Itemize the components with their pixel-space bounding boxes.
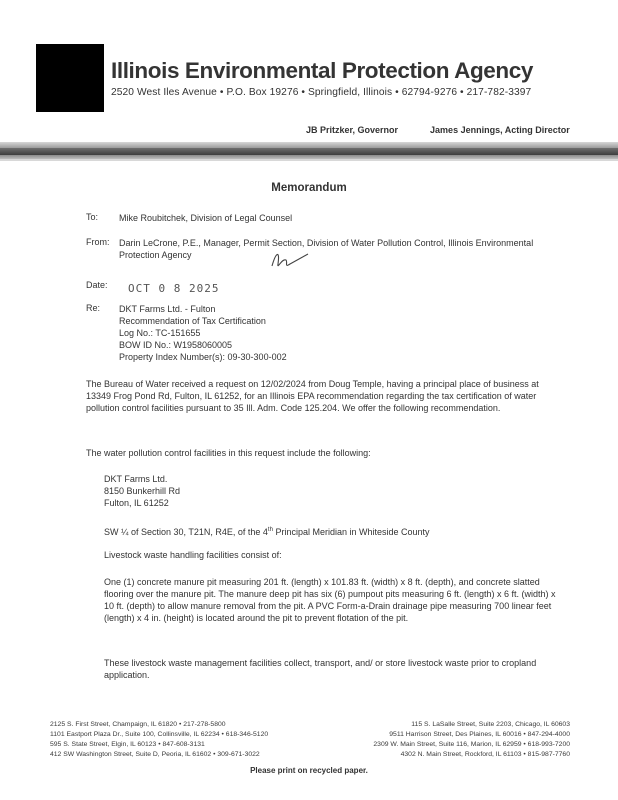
re-line: DKT Farms Ltd. - Fulton bbox=[119, 304, 216, 314]
location-ordinal: th bbox=[267, 527, 273, 533]
from-value: Darin LeCrone, P.E., Manager, Permit Section, Division of Water Pollution Control, Illinois Environmental Protection Agency bbox=[119, 238, 534, 260]
re-label: Re: bbox=[86, 303, 101, 313]
header-band-dark bbox=[0, 148, 618, 155]
intro-paragraph: The Bureau of Water received a request on 12/02/2024 from Doug Temple, having a principal place of business at 13349 Frog Pond Rd, Fulton, IL 61252, for an Illinois EPA recommendation regarding the tax certification of water pollution control facilities pursuant to 35 Ill. Adm. Code 125.204. We offer the following recommendation. bbox=[86, 379, 539, 413]
print-note: Please print on recycled paper. bbox=[250, 766, 368, 775]
footer-office: 1101 Eastport Plaza Dr., Suite 100, Collinsville, IL 62234 • 618-346-5120 bbox=[50, 731, 269, 738]
footer-office: 4302 N. Main Street, Rockford, IL 61103 • 815-987-7760 bbox=[400, 751, 570, 758]
facility-city: Fulton, IL 61252 bbox=[104, 498, 169, 508]
re-line: BOW ID No.: W1958060005 bbox=[119, 340, 233, 350]
re-line: Property Index Number(s): 09-30-300-002 bbox=[119, 352, 287, 362]
livestock-heading: Livestock waste handling facilities consist of: bbox=[104, 550, 282, 560]
agency-address: 2520 West Iles Avenue • P.O. Box 19276 • Springfield, Illinois • 62794-9276 • 217-782-3397 bbox=[111, 87, 532, 98]
facility-street: 8150 Bunkerhill Rd bbox=[104, 486, 181, 496]
re-line: Log No.: TC-151655 bbox=[119, 328, 201, 338]
director-name: James Jennings, Acting Director bbox=[430, 125, 570, 135]
date-label: Date: bbox=[86, 280, 108, 290]
facility-name: DKT Farms Ltd. bbox=[104, 474, 168, 484]
header-band-bottom bbox=[0, 159, 618, 161]
footer-office: 595 S. State Street, Elgin, IL 60123 • 847-608-3131 bbox=[50, 741, 205, 748]
location-text: SW ¼ of Section 30, T21N, R4E, of the 4 bbox=[104, 527, 268, 537]
closing-paragraph: These livestock waste management facilities collect, transport, and/ or store livestock waste prior to cropland application. bbox=[104, 658, 537, 680]
facility-description: One (1) concrete manure pit measuring 201 ft. (length) x 101.83 ft. (width) x 8 ft. (depth), and concrete slatted flooring over the manure pit. The manure deep pit has six (6) pumpout pits measuring 6 ft. (length) x 6 ft. (width) x 10 ft. (depth) to allow manure removal from the pit. A PVC Form-a-Drain drainage pipe measuring 700 linear feet (length) x 4 in. (height) is located around the pit to prevent flotation of the pit. bbox=[104, 577, 556, 623]
agency-logo bbox=[36, 44, 104, 112]
facility-location bbox=[104, 524, 562, 538]
location-text-end: Principal Meridian in Whiteside County bbox=[272, 527, 430, 537]
date-stamp: OCT 0 8 2025 bbox=[128, 282, 220, 295]
facility-address bbox=[104, 473, 562, 509]
governor-name: JB Pritzker, Governor bbox=[306, 125, 399, 135]
footer-offices-left bbox=[50, 720, 268, 760]
footer-offices-right bbox=[373, 720, 570, 760]
footer-office: 2125 S. First Street, Champaign, IL 61820 • 217-278-5800 bbox=[50, 721, 226, 728]
footer-office: 412 SW Washington Street, Suite D, Peoria, IL 61602 • 309-671-3022 bbox=[50, 751, 260, 758]
memo-title: Memorandum bbox=[271, 182, 347, 194]
to-value: Mike Roubitchek, Division of Legal Counsel bbox=[119, 213, 293, 223]
officials-line bbox=[306, 125, 570, 135]
re-line: Recommendation of Tax Certification bbox=[119, 316, 266, 326]
footer-office: 2309 W. Main Street, Suite 116, Marion, IL 62959 • 618-993-7200 bbox=[373, 741, 570, 748]
footer-office: 9511 Harrison Street, Des Plaines, IL 60016 • 847-294-4000 bbox=[389, 731, 570, 738]
re-block bbox=[119, 303, 287, 363]
signature-initials bbox=[268, 248, 314, 272]
facilities-intro: The water pollution control facilities in this request include the following: bbox=[86, 448, 371, 458]
footer-office: 115 S. LaSalle Street, Suite 2203, Chicago, IL 60603 bbox=[411, 721, 570, 728]
from-label: From: bbox=[86, 237, 110, 247]
agency-name: Illinois Environmental Protection Agency bbox=[111, 58, 533, 83]
to-label: To: bbox=[86, 212, 99, 222]
